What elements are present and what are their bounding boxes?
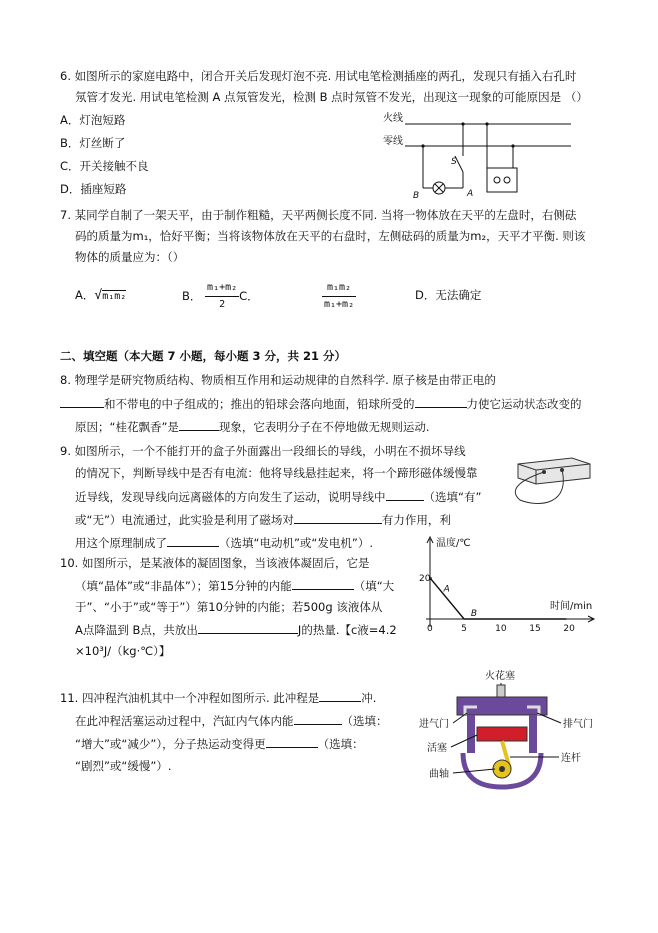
q9-blank-2[interactable]: [294, 511, 382, 524]
q10-line2: （填“晶体”或“非晶体”）；第15分钟的内能 （填“大: [75, 579, 395, 593]
box-wire-figure: [500, 450, 600, 510]
q10-line5: ×10³J/（kg·℃）】: [75, 644, 171, 658]
live-wire-label: 火线: [383, 113, 403, 124]
piston-icon: [477, 727, 527, 741]
point-label: B: [470, 609, 478, 619]
q11-line4: “剧烈”或“缓慢”）.: [75, 759, 172, 773]
q8-blank-2[interactable]: [415, 395, 467, 408]
q10-line3: 于”、“小于”或“等于”）第10分钟的内能；若500g 该液体从: [75, 600, 383, 614]
q11-line1: 11. 四冲程汽油机其中一个冲程如图所示. 此冲程是 冲.: [60, 691, 377, 705]
q8-line3: 原因；“桂花飘香”是 现象，它表明分子在不停地做无规则运动.: [75, 420, 430, 434]
spark-plug-label: 火花塞: [485, 671, 515, 682]
q9-line4: 或“无”）电流通过，此实验是利用了磁场对 有力作用，利: [75, 513, 451, 527]
q9-line2: 的情况下，判断导线中是否有电流：他将导线悬挂起来，将一个蹄形磁体缓慢靠: [75, 466, 478, 480]
x-tick-label: 20: [563, 624, 575, 634]
q6-option-c: C．开关接触不良: [60, 159, 149, 173]
intake-valve-label: 进气门: [419, 719, 449, 730]
solidification-chart: [418, 535, 598, 635]
q6-line1: 6. 如图所示的家庭电路中，闭合开关后发现灯泡不亮. 用试电笔检测插座的两孔，发现只有插入右孔时: [60, 69, 577, 83]
q7-option-a: A．√m₁m₂: [75, 288, 127, 303]
q9-line3: 近导线，发现导线向远离磁体的方向发生了运动，说明导线中 （选填“有”: [75, 490, 482, 504]
circuit-diagram: [375, 108, 575, 204]
q10-blank-3[interactable]: [198, 621, 298, 634]
exhaust-valve-label: 排气门: [563, 719, 593, 730]
section-heading: 二、填空题（本大题 7 小题，每小题 3 分，共 21 分）: [60, 349, 347, 363]
q7-option-c: $\frac{\text{m₁m₂}}{\text{m₁+m₂}}$: [324, 282, 355, 310]
q10-blank-2[interactable]: [292, 577, 354, 590]
q9-blank-1[interactable]: [386, 488, 424, 501]
q10-line1: 10. 如图所示，是某液体的凝固图象，当该液体凝固后，它是: [60, 556, 370, 570]
point-label: A: [443, 584, 450, 595]
q8-line2: 和不带电的中子组成的；推出的铅球会落向地面，铅球所受的 力使它运动状态改变的: [60, 395, 582, 412]
x-tick-label: 0: [427, 624, 433, 634]
socket-icon: [487, 168, 517, 192]
point-b-label: B: [413, 191, 420, 201]
rod-label: 连杆: [561, 753, 581, 764]
x-tick-label: 15: [529, 624, 541, 634]
q7-option-d: D．无法确定: [415, 288, 482, 302]
cylinder-left-wall: [467, 715, 475, 753]
q11-line3: “增大”或“减少”），分子热运动变得更 （选填：: [75, 737, 364, 751]
q9-line1: 9. 如图所示，一个不能打开的盒子外面露出一段细长的导线，小明在不损坏导线: [60, 444, 466, 458]
q6-option-d: D．插座短路: [60, 182, 127, 196]
q7-option-a-expr: m₁m₂: [102, 291, 127, 302]
q8-blank-1[interactable]: [60, 395, 104, 408]
piston-label: 活塞: [427, 743, 447, 754]
q11-blank-1[interactable]: [319, 689, 361, 702]
engine-diagram: [415, 665, 615, 790]
crankshaft-label: 曲轴: [429, 769, 449, 780]
q11-line2: 在此冲程活塞运动过程中，汽缸内气体内能 （选填：: [75, 714, 388, 728]
q7-line3: 物体的质量应为：（）: [75, 250, 185, 264]
q8-blank-3[interactable]: [179, 418, 219, 431]
q11-blank-2[interactable]: [294, 712, 342, 725]
q6-line2: 氖管才发光. 用试电笔检测 A 点氖管发光，检测 B 点时氖管不发光，出现这一现象的可能原因是 （）: [75, 90, 588, 104]
spark-plug-icon: [497, 685, 505, 697]
q7-line2: 码的质量为m₁，恰好平衡；当将该物体放在天平的右盘时，左侧砝码的质量为m₂，天平才平衡. 则该: [75, 229, 586, 243]
x-tick-label: 10: [495, 624, 507, 634]
q7-line1: 7. 某同学自制了一架天平，由于制作粗糙，天平两侧长度不同. 当将一物体放在天平的左盘时，右侧砝: [60, 208, 577, 222]
q11-blank-3[interactable]: [266, 735, 318, 748]
q9-blank-3[interactable]: [167, 534, 219, 547]
y-tick-label: 20: [419, 573, 431, 584]
x-tick-label: 5: [461, 624, 467, 634]
q6-option-b: B．灯丝断了: [60, 136, 126, 150]
q10-line4: A点降温到 B点，共放出 J的热量.【c液=4.2: [75, 623, 397, 637]
point-a-label: A: [467, 189, 474, 199]
q9-line5: 用这个原理制成了 （选填“电动机”或“发电机”）.: [75, 536, 373, 550]
neutral-wire-label: 零线: [383, 136, 403, 147]
q8-line1: 8. 物理学是研究物质结构、物质相互作用和运动规律的自然科学. 原子核是由带正电的: [60, 373, 496, 387]
cylinder-right-wall: [529, 715, 537, 753]
q6-option-a: A．灯泡短路: [60, 113, 126, 127]
x-axis-label: 时间/min: [550, 601, 593, 612]
q7-option-b: B． $\frac{\text{m₁+m₂}}{2}$ C．: [182, 282, 259, 310]
series-line: [430, 578, 566, 619]
switch-label: S: [451, 157, 457, 167]
y-axis-label: 温度/℃: [436, 538, 471, 549]
